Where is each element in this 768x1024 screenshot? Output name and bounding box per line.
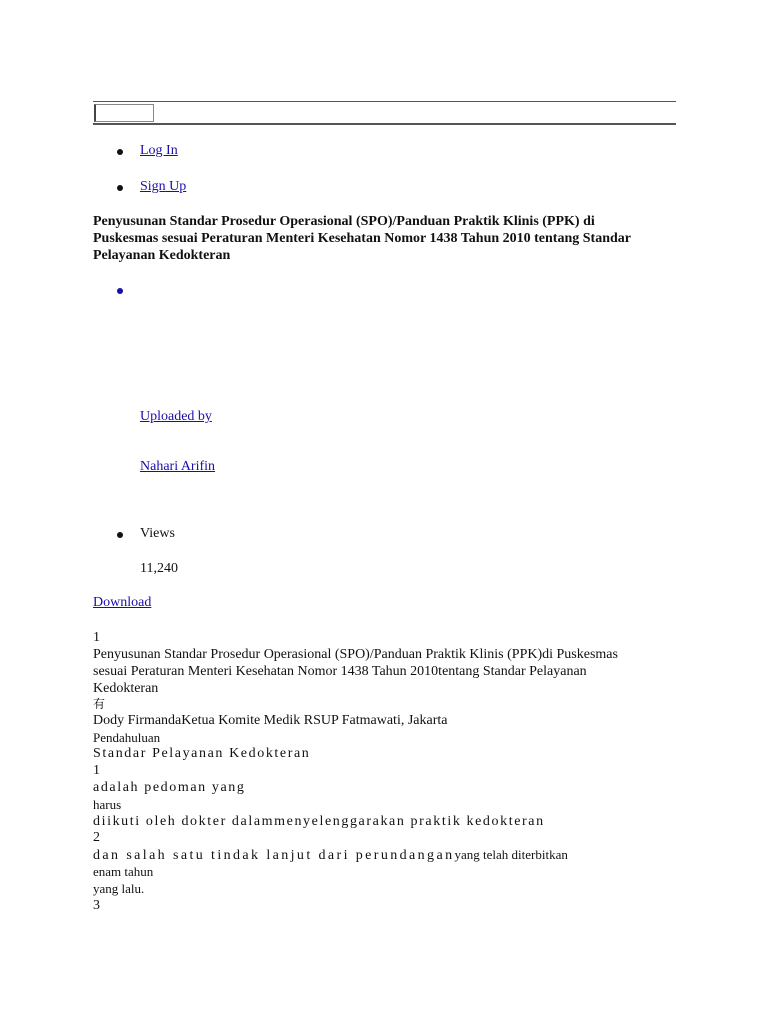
content-line: sesuai Peraturan Menteri Kesehatan Nomor 1438 Tahun 2010tentang Standar Pelayanan	[93, 664, 587, 679]
list-bullet	[117, 532, 123, 538]
content-line: diikuti oleh dokter dalammenyelenggarakan praktik kedokteran	[93, 814, 545, 829]
content-line: yang telah diterbitkan	[454, 847, 568, 862]
search-bar	[93, 101, 676, 125]
download-link[interactable]: Download	[93, 595, 152, 610]
views-label: Views	[140, 526, 175, 541]
list-bullet	[117, 149, 123, 155]
intro-heading: Pendahuluan	[93, 730, 161, 745]
content-line: yang lalu.	[93, 881, 145, 896]
footnote-number: 2	[93, 830, 100, 845]
page-number: 1	[93, 630, 100, 645]
list-bullet	[117, 185, 123, 191]
uploaded-by-link[interactable]: Uploaded by	[140, 409, 212, 424]
section-heading: Standar Pelayanan Kedokteran	[93, 746, 311, 761]
list-bullet	[117, 288, 123, 294]
search-input[interactable]	[94, 104, 154, 122]
content-line: Penyusunan Standar Prosedur Operasional (SPO)/Panduan Praktik Klinis (PPK)di Puskesmas	[93, 647, 618, 662]
signup-link[interactable]: Sign Up	[140, 179, 187, 194]
document-title: Penyusunan Standar Prosedur Operasional (SPO)/Panduan Praktik Klinis (PPK) di Puskesmas sesuai Peraturan Menteri Kesehatan Nomor 1438 Tahun 2010 tentang Standar Pelayanan Kedokteran	[93, 214, 631, 263]
footnote-number: 3	[93, 898, 100, 913]
views-count: 11,240	[140, 561, 178, 576]
glyph-mark: 有	[93, 697, 106, 711]
login-link[interactable]: Log In	[140, 143, 178, 158]
content-line: dan salah satu tindak lanjut dari perundangan	[93, 848, 455, 863]
content-line: harus	[93, 797, 122, 812]
uploader-link[interactable]: Nahari Arifin	[140, 459, 216, 474]
content-line: Kedokteran	[93, 681, 159, 696]
footnote-number: 1	[93, 763, 100, 778]
content-line: enam tahun	[93, 864, 154, 879]
content-line: adalah pedoman yang	[93, 780, 246, 795]
author-line: Dody FirmandaKetua Komite Medik RSUP Fatmawati, Jakarta	[93, 713, 448, 728]
